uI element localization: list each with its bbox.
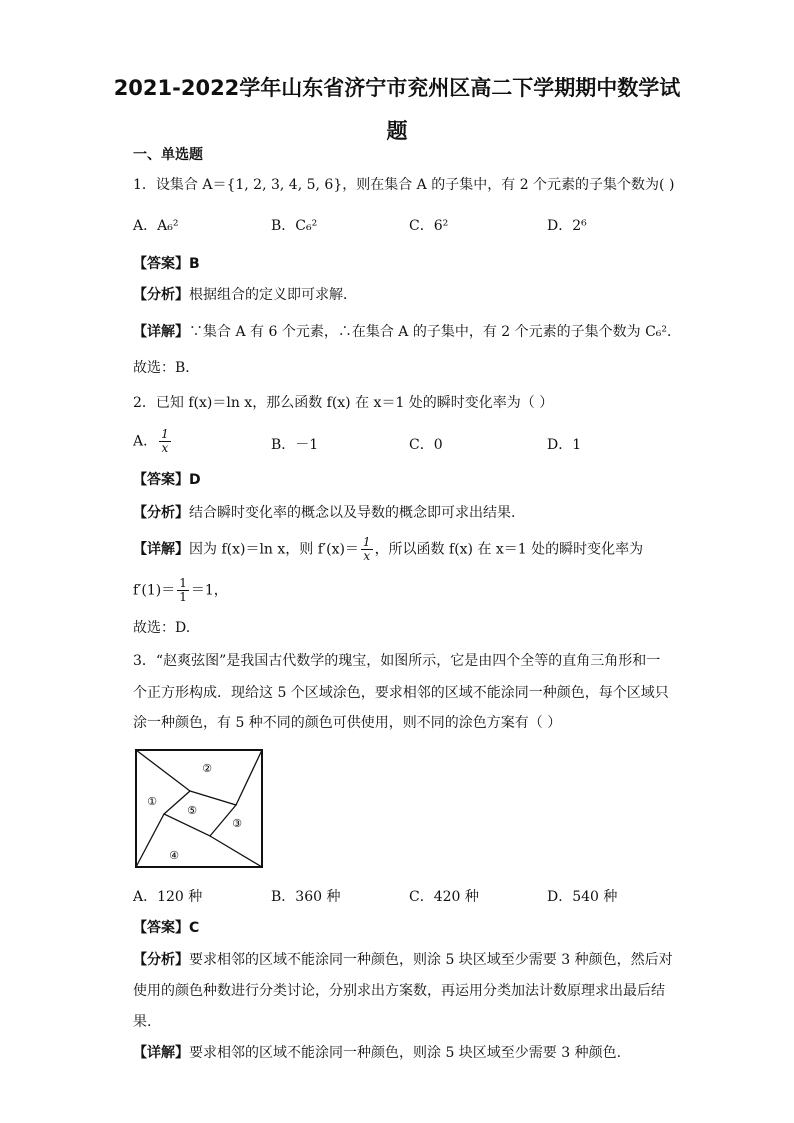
outer-square bbox=[136, 750, 262, 867]
q1-detail bbox=[133, 322, 681, 342]
q3-option-a: A．120 种 bbox=[133, 889, 203, 905]
q2-option-a bbox=[133, 428, 173, 455]
section-heading: 一、单选题 bbox=[133, 147, 203, 163]
q3-detail-text: 要求相邻的区域不能涂同一种颜色，则涂 5 块区域至少需要 3 种颜色. bbox=[189, 1045, 622, 1061]
q1-analysis bbox=[133, 285, 357, 305]
q2-answer: 【答案】D bbox=[133, 472, 201, 488]
region-label-4: ④ bbox=[169, 849, 179, 862]
q2-option-c: C．0 bbox=[409, 437, 443, 453]
region-label-2: ② bbox=[202, 762, 212, 775]
q2-detail2-fraction bbox=[177, 577, 189, 604]
q3-stem-line3: 涂一种颜色，有 5 种不同的颜色可供使用，则不同的涂色方案有（ ） bbox=[133, 715, 562, 731]
q3-stem-line2: 个正方形构成．现给这 5 个区域涂色，要求相邻的区域不能涂同一种颜色，每个区域只 bbox=[133, 685, 669, 701]
q1-option-d: D．2⁶ bbox=[547, 218, 587, 234]
q2-analysis-text: 结合瞬时变化率的概念以及导数的概念即可求出结果. bbox=[189, 505, 516, 521]
q3-detail-tag: 【详解】 bbox=[133, 1045, 189, 1061]
exam-title-line2: 题 bbox=[386, 119, 408, 143]
fraction-numerator: 1 bbox=[161, 427, 169, 441]
zhao-shuang-diagram bbox=[130, 745, 270, 875]
region-label-3: ③ bbox=[232, 817, 242, 830]
q1-option-a: A．A₆² bbox=[133, 218, 179, 234]
q1-choose: 故选：B． bbox=[133, 360, 200, 376]
q3-analysis-line1 bbox=[133, 950, 673, 970]
q3-option-c: C．420 种 bbox=[409, 889, 479, 905]
q3-option-b: B．360 种 bbox=[271, 889, 341, 905]
q2-detail-text-a: 因为 f(x)＝ln x，则 f′(x)＝ bbox=[189, 541, 359, 558]
diagram-line bbox=[210, 836, 262, 867]
q1-stem: 1．设集合 A＝{1, 2, 3, 4, 5, 6}，则在集合 A 的子集中，有 2 个元素的子集个数为( ) bbox=[133, 177, 675, 193]
q2-detail2-a: f′(1)＝ bbox=[133, 582, 176, 599]
q2-option-a-label: A． bbox=[133, 433, 158, 450]
q3-answer: 【答案】C bbox=[133, 920, 200, 936]
q3-detail bbox=[133, 1043, 621, 1063]
q1-detail-tag: 【详解】 bbox=[133, 324, 189, 340]
q1-analysis-tag: 【分析】 bbox=[133, 287, 189, 303]
q1-answer: 【答案】B bbox=[133, 256, 200, 272]
q3-analysis-text1: 要求相邻的区域不能涂同一种颜色，则涂 5 块区域至少需要 3 种颜色，然后对 bbox=[189, 952, 673, 968]
q2-detail-fraction bbox=[361, 536, 373, 563]
q2-detail2-b: ＝1， bbox=[190, 582, 228, 599]
q2-option-a-fraction bbox=[159, 428, 171, 455]
fraction-numerator: 1 bbox=[179, 576, 187, 590]
q2-analysis-tag: 【分析】 bbox=[133, 505, 189, 521]
q1-analysis-text: 根据组合的定义即可求解． bbox=[189, 287, 357, 303]
q1-detail-text: ∵集合 A 有 6 个元素，∴在集合 A 的子集中，有 2 个元素的子集个数为 C₆²． bbox=[189, 324, 682, 340]
exam-title-line1: 2021-2022学年山东省济宁市兖州区高二下学期期中数学试 bbox=[113, 76, 681, 100]
fraction-denominator: 1 bbox=[179, 590, 187, 604]
inner-square bbox=[164, 791, 236, 836]
q3-stem-line1: 3．“赵爽弦图”是我国古代数学的瑰宝，如图所示，它是由四个全等的直角三角形和一 bbox=[133, 653, 661, 669]
q2-detail-text-b: ，所以函数 f(x) 在 x＝1 处的瞬时变化率为 bbox=[374, 541, 644, 558]
q3-analysis-tag: 【分析】 bbox=[133, 952, 189, 968]
fraction-denominator: x bbox=[161, 441, 169, 455]
q3-analysis-line2: 使用的颜色种数进行分类讨论，分别求出方案数，再运用分类加法计数原理求出最后结 bbox=[133, 983, 665, 999]
q1-option-b: B．C₆² bbox=[271, 218, 318, 234]
region-label-1: ① bbox=[147, 795, 157, 808]
fraction-numerator: 1 bbox=[362, 535, 371, 549]
q2-choose: 故选：D. bbox=[133, 620, 191, 636]
diagram-line bbox=[136, 750, 190, 791]
diagram-line bbox=[136, 814, 164, 867]
q2-detail-tag: 【详解】 bbox=[133, 541, 189, 558]
q2-detail bbox=[133, 536, 643, 563]
q2-option-b: B．－1 bbox=[271, 437, 319, 453]
q2-detail-line2 bbox=[133, 577, 228, 604]
fraction-denominator: x bbox=[363, 549, 371, 563]
q1-option-c: C．6² bbox=[409, 218, 449, 234]
q3-option-d: D．540 种 bbox=[547, 889, 618, 905]
q2-option-d: D．1 bbox=[547, 437, 582, 453]
q2-stem: 2．已知 f(x)＝ln x，那么函数 f(x) 在 x＝1 处的瞬时变化率为（ ） bbox=[133, 395, 554, 411]
diagram-line bbox=[236, 750, 262, 805]
q3-analysis-line3: 果. bbox=[133, 1014, 152, 1030]
region-label-5: ⑤ bbox=[187, 804, 197, 817]
q2-analysis bbox=[133, 503, 515, 523]
